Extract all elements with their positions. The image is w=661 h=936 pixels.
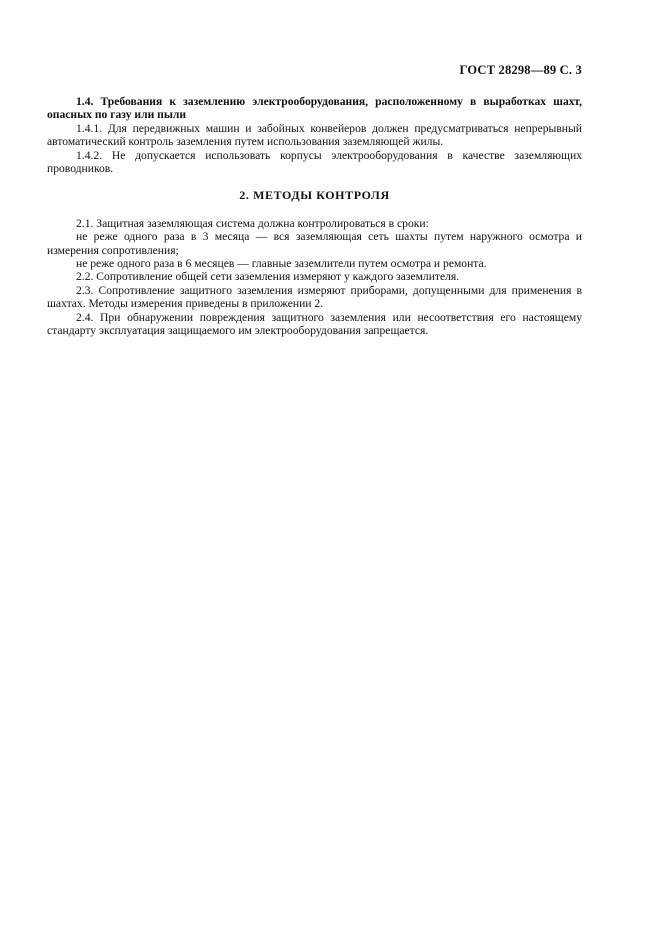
clause-1-4-title: 1.4. Требования к заземлению электрооборудования, расположенному в выработках шахт, опасных по газу или пыли xyxy=(47,95,582,122)
document-body xyxy=(47,95,582,338)
clause-2-1: 2.1. Защитная заземляющая система должна контролироваться в сроки: xyxy=(76,216,429,230)
clause-2-3: 2.3. Сопротивление защитного заземления измеряют приборами, допущенными для применения в шахтах. Методы измерения приведены в приложении 2. xyxy=(47,283,582,311)
clause-2-4: 2.4. При обнаружении повреждения защитного заземления или несоответствия его настоящему стандарту эксплуатация защищаемого им электрооборудования запрещается. xyxy=(47,310,582,338)
clause-1-4-1: 1.4.1. Для передвижных машин и забойных конвейеров должен предусматриваться непрерывный автоматический контроль заземления путем использования заземляющей жилы. xyxy=(47,121,582,149)
clause-2-1-item-b: не реже одного раза в 6 месяцев — главные заземлители путем осмотра и ремонта. xyxy=(76,257,487,271)
clause-2-2: 2.2. Сопротивление общей сети заземления измеряют у каждого заземлителя. xyxy=(76,270,460,284)
clause-1-4-2: 1.4.2. Не допускается использовать корпусы электрооборудования в качестве заземляющих проводников. xyxy=(47,148,582,176)
section-heading: 2. МЕТОДЫ КОНТРОЛЯ xyxy=(239,188,390,203)
page-header: ГОСТ 28298—89 С. 3 xyxy=(459,63,582,77)
clause-2-1-item-a: не реже одного раза в 3 месяца — вся заземляющая сеть шахты путем наружного осмотра и измерения сопротивления; xyxy=(47,230,582,257)
